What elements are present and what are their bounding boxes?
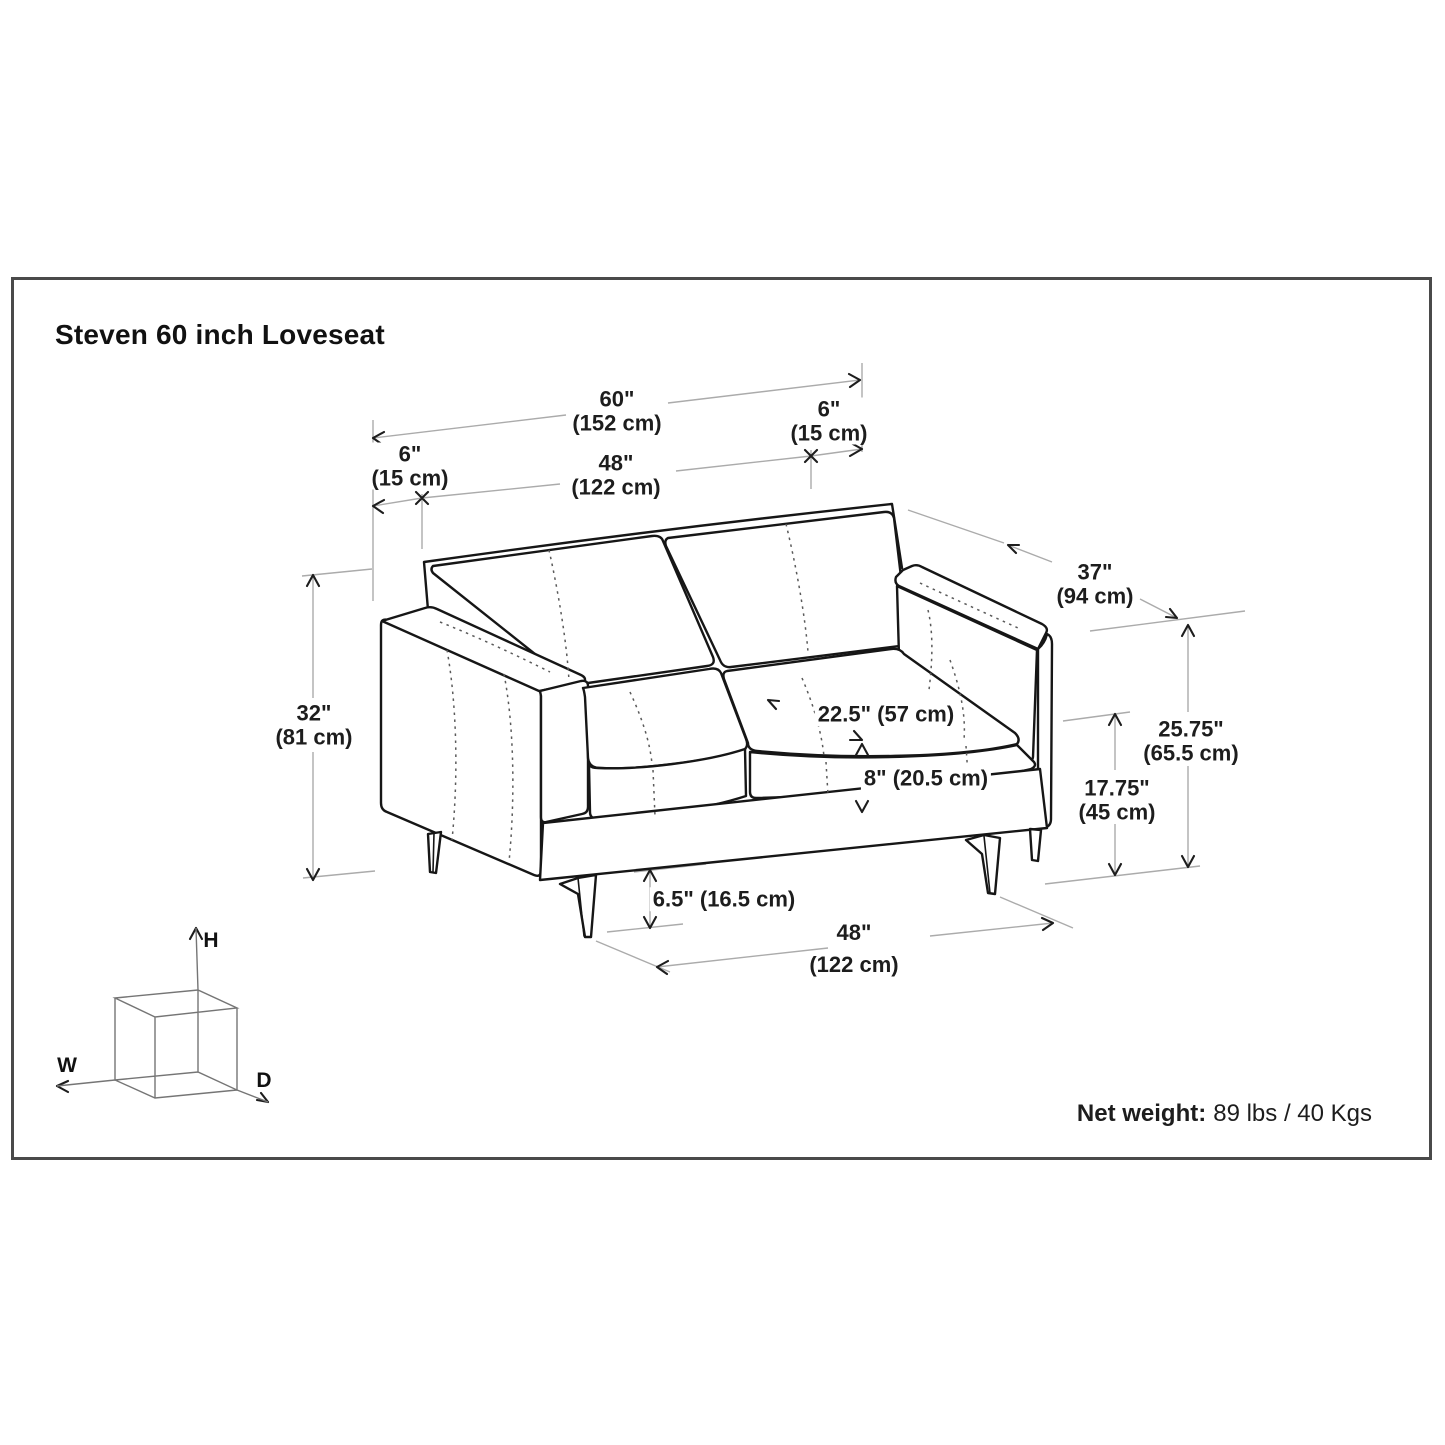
axis-label-depth: D (256, 1069, 272, 1092)
dim-arm-width-left: 6" (15 cm) (368, 443, 451, 490)
dim-seat-depth: 22.5" (57 cm) (815, 702, 957, 726)
dim-interior-width: 48" (122 cm) (568, 452, 663, 499)
dim-cushion-thickness: 8" (20.5 cm) (861, 766, 991, 790)
axis-label-height: H (203, 929, 219, 952)
dim-overall-depth: 37" (94 cm) (1053, 561, 1136, 608)
net-weight (1077, 1100, 1372, 1128)
dim-seat-height: 17.75" (45 cm) (1075, 777, 1158, 824)
orientation-cube (57, 928, 268, 1102)
leg-front-right (966, 835, 1000, 894)
net-weight-label: Net weight: (1076, 1100, 1207, 1127)
net-weight-value: 89 lbs / 40 Kgs (1213, 1100, 1372, 1127)
dim-leg-height: 6.5" (16.5 cm) (650, 887, 799, 911)
page-title: Steven 60 inch Loveseat (55, 319, 385, 350)
dim-overall-width: 60" (152 cm) (569, 388, 664, 435)
dim-arm-height: 25.75" (65.5 cm) (1140, 718, 1241, 765)
dim-base-width: 48" (122 cm) (809, 920, 899, 977)
axis-label-width: W (57, 1054, 77, 1077)
leg-back-right (1030, 829, 1041, 861)
left-arm-front (540, 681, 588, 822)
seat-cushion-left-top (583, 669, 747, 769)
dim-arm-width-right: 6" (15 cm) (787, 398, 870, 445)
dim-overall-height: 32" (81 cm) (272, 702, 355, 749)
